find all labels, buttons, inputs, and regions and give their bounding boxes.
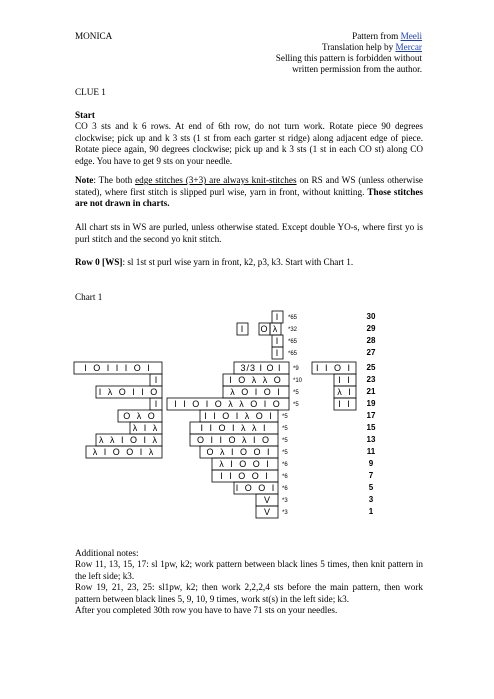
chart-symbol-text: I I O I O λ λ O I O <box>174 399 282 409</box>
chart-symbol-text: O I I O λ I O <box>196 435 272 445</box>
chart-symbol-text: λ λ I O I λ <box>98 435 160 445</box>
stitch-count-label: *65 <box>288 339 298 345</box>
chart-symbol-text: I <box>154 399 158 409</box>
pattern-title: MONICA <box>75 31 113 41</box>
chart-symbol-text: I O λ λ O <box>229 375 283 385</box>
stitch-count-label: *9 <box>293 366 299 372</box>
stitch-count-label: *6 <box>282 486 288 492</box>
row-number-label: 25 <box>366 363 376 372</box>
row-number-label: 17 <box>366 411 376 420</box>
pattern-credit-prefix: Pattern from <box>352 31 401 41</box>
additional-note-rows-19-25: Row 19, 21, 23, 25: sl1pw, k2; then work 2,2,2,4 sts before the main pattern, then work pattern between black lines 5, 9, 10, 9 times, work st(s) in the left side; k3. <box>75 582 423 604</box>
row0-text: : sl 1st st purl wise yarn in front, k2, p3, k3. Start with Chart 1. <box>122 257 354 267</box>
chart-symbol-text: O <box>260 324 268 334</box>
stitch-count-label: *3 <box>282 510 288 516</box>
chart-symbol-text: I λ O I I O <box>98 387 160 397</box>
ws-note: All chart sts in WS are purled, unless otherwise stated. Except double YO-s, where first yo is purl stitch and the second yo knit stitch. <box>75 222 423 244</box>
chart-symbol-text: O λ O <box>123 411 157 421</box>
chart-symbol-text: I <box>154 375 158 385</box>
chart-symbol-text: I I O I <box>315 363 353 373</box>
note-text-1: : The both <box>93 175 136 185</box>
row-number-label: 3 <box>368 495 374 504</box>
stitch-count-label: *65 <box>288 315 298 321</box>
chart-stitch-symbols <box>84 312 353 517</box>
chart-symbol-text: I <box>275 312 279 322</box>
copyright-notice-line1: Selling this pattern is forbidden without <box>275 53 422 63</box>
chart-symbol-text: λ I <box>337 387 353 397</box>
additional-note-row-30: After you completed 30th row you have to have 71 sts on your needles. <box>75 605 338 615</box>
chart-symbol-text: O λ I O O I <box>206 447 272 457</box>
clue-heading: CLUE 1 <box>75 87 106 97</box>
chart-symbol-text: λ O I O I <box>230 387 282 397</box>
row-number-label: 9 <box>368 459 374 468</box>
row-number-label: 29 <box>366 324 376 333</box>
row-number-label: 7 <box>368 471 374 480</box>
row-number-label: 15 <box>366 423 376 432</box>
chart-symbol-text: I <box>275 336 279 346</box>
chart-symbol-text: I I O I λ O I <box>204 411 274 421</box>
stitch-count-label: *5 <box>282 426 288 432</box>
translator-link[interactable]: Mercar <box>395 42 422 52</box>
chart-symbol-text: 3/3 I O I <box>240 363 282 373</box>
row-number-label: 21 <box>366 387 376 396</box>
row-number-label: 27 <box>366 348 376 357</box>
stitch-count-label: *65 <box>288 351 298 357</box>
author-link[interactable]: Meeli <box>400 31 422 41</box>
row-number-label: 30 <box>366 312 376 321</box>
chart-symbol-text: λ <box>272 324 278 334</box>
chart-row-labels <box>282 312 376 516</box>
chart-symbol-text: I I <box>338 375 352 385</box>
stitch-count-label: *3 <box>282 498 288 504</box>
chart-symbol-text: I O I I I O I <box>84 363 152 373</box>
additional-note-rows-11-17: Row 11, 13, 15, 17: sl 1pw, k2; work pattern between black lines 5 times, then knit pattern in the left side; k3. <box>75 559 423 581</box>
stitch-count-label: *6 <box>282 474 288 480</box>
stitch-count-label: *5 <box>282 438 288 444</box>
stitch-count-label: *5 <box>282 450 288 456</box>
chart-symbol-text: λ I O O I λ <box>92 447 156 457</box>
row-number-label: 23 <box>366 375 376 384</box>
chart-symbol-text: I <box>275 348 279 358</box>
row-number-label: 1 <box>368 507 374 516</box>
stitch-count-label: *32 <box>288 327 298 333</box>
note-underlined: edge stitches (3+3) are always knit-stitches <box>135 175 297 185</box>
start-instructions: CO 3 sts and k 6 rows. At end of 6th row, do not turn work. Rotate piece 90 degrees clockwise; pick up and k 3 sts (1 st from each garter st ridge) along adjacent edge of piece. Rotate piece again, 90 degrees clockwise; pick up and k 3 sts (1 st in each CO st) along CO edge. You have to get 9 sts on your needle. <box>75 121 423 166</box>
note-label: Note <box>75 175 94 185</box>
stitch-count-label: *5 <box>293 402 299 408</box>
chart-title: Chart 1 <box>75 292 103 302</box>
chart-symbol-text: I <box>240 324 244 334</box>
note-text-2: on RS and WS (unless otherwise stated), where first stitch is slipped purl wise, yarn in front, without knitting. <box>75 175 423 197</box>
start-heading: Start <box>75 110 95 120</box>
row-number-label: 19 <box>366 399 376 408</box>
stitch-count-label: *6 <box>282 462 288 468</box>
row-number-label: 5 <box>368 483 374 492</box>
row0-label: Row 0 [WS] <box>75 257 123 267</box>
note-bold-tail: Those stitches are not drawn in charts. <box>75 186 424 209</box>
stitch-count-label: *5 <box>282 414 288 420</box>
stitch-count-label: *5 <box>293 390 299 396</box>
chart-symbol-text: I I O I λ λ I <box>200 423 268 433</box>
chart-symbol-text: V <box>263 507 271 517</box>
chart-symbol-text: I I O O I <box>220 471 270 481</box>
chart-symbol-text: λ I λ <box>132 423 160 433</box>
copyright-notice-line2: written permission from the author. <box>292 64 422 74</box>
chart-symbol-text: λ I O O I <box>219 459 271 469</box>
translation-credit-prefix: Translation help by <box>322 42 396 52</box>
row-number-label: 11 <box>366 447 376 456</box>
chart-symbol-text: I I <box>338 399 352 409</box>
chart-symbol-text: V <box>263 495 271 505</box>
row-number-label: 13 <box>366 435 376 444</box>
stitch-count-label: *10 <box>293 378 303 384</box>
row-number-label: 28 <box>366 336 376 345</box>
additional-notes-heading: Additional notes: <box>75 548 139 558</box>
chart-symbol-text: I O O I <box>235 483 277 493</box>
